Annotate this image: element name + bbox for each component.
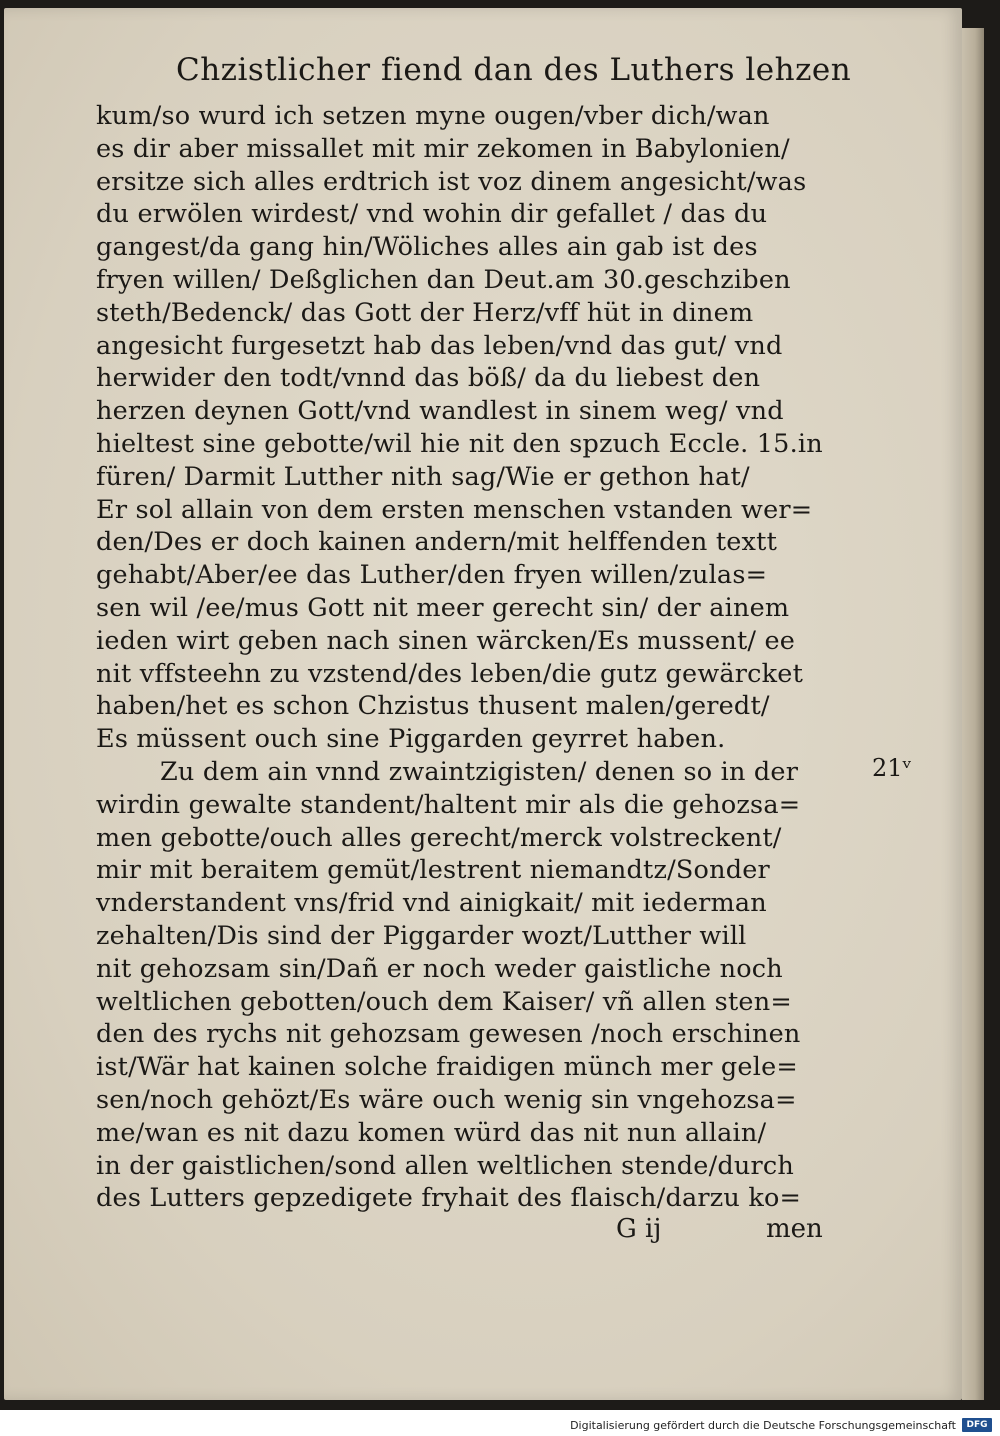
text-line: gehabt/Aber/ee das Luther/den fryen willen/zulas=: [96, 560, 768, 591]
text-line: herwider den todt/vnnd das böß/ da du liebest den: [96, 363, 761, 394]
text-line: den des rychs nit gehozsam gewesen /noch erschinen: [96, 1019, 801, 1050]
text-line: nit vffsteehn zu vzstend/des leben/die gutz gewärcket: [96, 658, 804, 689]
text-line: in der gaistlichen/sond allen weltlichen stende/durch: [96, 1150, 795, 1181]
text-line: men gebotte/ouch alles gerecht/merck volstreckent/: [96, 822, 782, 853]
text-line: den/Des er doch kainen andern/mit helffenden textt: [96, 527, 778, 558]
running-head: Chzistlicher fiend dan des Luthers lehzen: [176, 52, 852, 88]
page-edge: [962, 28, 984, 1400]
catchword: men: [766, 1214, 823, 1244]
text-line: ieden wirt geben nach sinen wärcken/Es mussent/ ee: [96, 625, 796, 656]
text-line: me/wan es nit dazu komen würd das nit nun allain/: [96, 1117, 767, 1148]
text-line: ist/Wär hat kainen solche fraidigen münch mer gele=: [96, 1052, 798, 1083]
dfg-logo: DFG: [962, 1418, 992, 1432]
text-line: Es müssent ouch sine Piggarden geyrret haben.: [96, 724, 726, 755]
margin-foliation-note: 21ᵛ: [872, 754, 912, 782]
text-line: angesicht furgesetzt hab das leben/vnd das gut/ vnd: [96, 330, 783, 361]
text-line: nit gehozsam sin/Dañ er noch weder gaistliche noch: [96, 953, 783, 984]
text-line: herzen deynen Gott/vnd wandlest in sinem weg/ vnd: [96, 396, 784, 427]
text-line: steth/Bedenck/ das Gott der Herz/vff hüt in dinem: [96, 297, 754, 328]
text-line: kum/so wurd ich setzen myne ougen/vber dich/wan: [96, 101, 770, 131]
text-line: wirdin gewalte standent/haltent mir als die gehozsa=: [96, 789, 801, 820]
body-text: [96, 100, 836, 1215]
text-line: vnderstandent vns/frid vnd ainigkait/ mit iederman: [96, 888, 767, 919]
text-line: fryen willen/ Deßglichen dan Deut.am 30.geschziben: [96, 264, 791, 295]
text-line: des Lutters gepzedigete fryhait des flaisch/darzu ko=: [96, 1183, 802, 1214]
funding-credit: Digitalisierung gefördert durch die Deutsche Forschungsgemeinschaft: [570, 1418, 956, 1432]
text-line: mir mit beraitem gemüt/lestrent niemandtz/Sonder: [96, 855, 770, 886]
text-line: haben/het es schon Chzistus thusent malen/geredt/: [96, 691, 770, 722]
text-line: gangest/da gang hin/Wöliches alles ain gab ist des: [96, 232, 758, 263]
text-line: Er sol allain von dem ersten menschen vstanden wer=: [96, 494, 813, 525]
text-line: du erwölen wirdest/ vnd wohin dir gefallet / das du: [96, 199, 768, 230]
text-line: füren/ Darmit Lutther nith sag/Wie er gethon hat/: [96, 461, 750, 492]
digitization-footer: [570, 1416, 992, 1434]
text-line: hieltest sine gebotte/wil hie nit den spzuch Eccle. 15.in: [96, 428, 823, 459]
text-line: ersitze sich alles erdtrich ist voz dinem angesicht/was: [96, 166, 807, 197]
signature-line: [616, 1214, 836, 1254]
signature-mark: G ij: [616, 1214, 662, 1244]
paragraph-start-line: Zu dem ain vnnd zwaintzigisten/ denen so in der: [160, 756, 799, 787]
text-line: sen wil /ee/mus Gott nit meer gerecht sin/ der ainem: [96, 592, 790, 623]
text-line: sen/noch gehözt/Es wäre ouch wenig sin vngehozsa=: [96, 1084, 797, 1115]
text-line: zehalten/Dis sind der Piggarder wozt/Lutther will: [96, 920, 747, 951]
text-line: es dir aber missallet mit mir zekomen in Babylonien/: [96, 133, 790, 164]
text-line: weltlichen gebotten/ouch dem Kaiser/ vñ allen sten=: [96, 986, 792, 1017]
